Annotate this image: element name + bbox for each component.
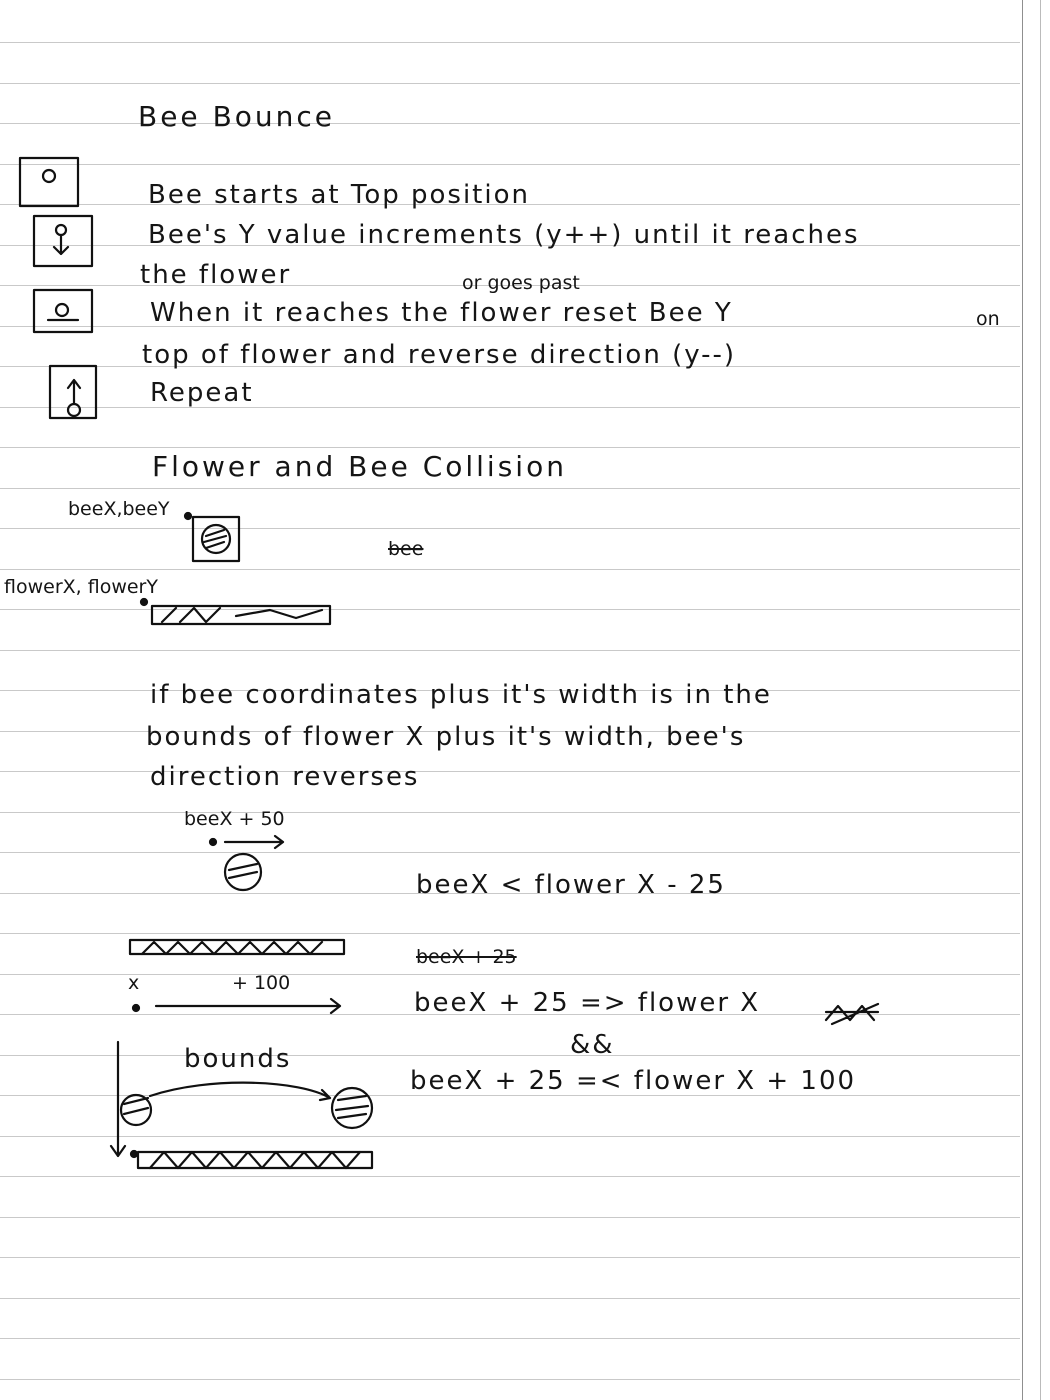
- ruled-line: [0, 852, 1020, 853]
- step-2: Bee's Y value increments (y++) until it reaches: [148, 220, 860, 250]
- bee-stripes: [124, 1098, 148, 1114]
- ruled-line: [0, 650, 1020, 651]
- bounds-label: bounds: [184, 1044, 292, 1074]
- down-arrow-icon: [54, 236, 68, 254]
- bee-offset-sketch: [205, 832, 295, 894]
- ruled-line: [0, 1379, 1020, 1380]
- bee-bounce-storyboard: [18, 150, 103, 435]
- step-3-continued: top of flower and reverse direction (y--): [142, 340, 737, 370]
- bee-falling-icon: [56, 225, 66, 235]
- bee-offset-label: beeX + 50: [184, 808, 285, 830]
- ruled-line: [0, 1338, 1020, 1339]
- explanation-line-1: if bee coordinates plus it's width is in the: [150, 680, 772, 710]
- step-2-insert: or goes past: [462, 272, 580, 294]
- ruled-line: [0, 83, 1020, 84]
- ruled-line: [0, 974, 1020, 975]
- step-3: When it reaches the flower reset Bee Y: [150, 298, 733, 328]
- condition-3: beeX + 25 =< flower X + 100: [410, 1066, 857, 1096]
- flower-coords-label: flowerX, flowerY: [4, 576, 158, 598]
- page-edge-line: [1040, 0, 1041, 1400]
- ruled-line: [0, 164, 1020, 165]
- bee-stripes: [336, 1096, 368, 1118]
- ruled-line: [0, 1257, 1020, 1258]
- flower-hatching: [142, 942, 322, 954]
- flower-width-label: + 100: [232, 972, 291, 994]
- ruled-line: [0, 1298, 1020, 1299]
- ruled-line: [0, 812, 1020, 813]
- ruled-line: [0, 447, 1020, 448]
- storyboard-frame: [34, 216, 92, 266]
- explanation-line-3: direction reverses: [150, 762, 420, 792]
- step-3-insert: on: [976, 308, 1000, 330]
- origin-dot: [141, 599, 147, 605]
- right-arrow-icon: [225, 836, 283, 848]
- ruled-line: [0, 488, 1020, 489]
- bee-coords-label: beeX,beeY: [68, 498, 170, 520]
- flower-sketch: [130, 1146, 380, 1174]
- arc-arrow: [150, 1083, 330, 1100]
- condition-2: beeX + 25 => flower X: [414, 988, 761, 1018]
- page-edge-line: [1022, 0, 1023, 1400]
- flower-hatching: [150, 1152, 360, 1168]
- flower-sketch: [140, 596, 345, 636]
- flower-width-sketch: [128, 996, 353, 1020]
- step-4: Repeat: [150, 378, 254, 408]
- down-arrow-icon: [111, 1042, 125, 1156]
- flower-hatching: [162, 608, 322, 622]
- ruled-line: [0, 528, 1020, 529]
- scribble-mark: [826, 1004, 878, 1024]
- bee-stripes: [204, 530, 226, 548]
- flower-sketch: [128, 936, 353, 958]
- page-title: Bee Bounce: [138, 100, 336, 133]
- origin-dot: [185, 513, 191, 519]
- bee-on-flower-icon: [56, 304, 68, 316]
- ruled-line: [0, 933, 1020, 934]
- step-2-continued: the flower: [140, 260, 292, 290]
- ruled-line: [0, 569, 1020, 570]
- right-arrow-icon: [156, 999, 340, 1013]
- ruled-line: [0, 1176, 1020, 1177]
- ruled-line: [0, 1217, 1020, 1218]
- bee-label: bee: [388, 538, 424, 560]
- explanation-line-2: bounds of flower X plus it's width, bee's: [146, 722, 746, 752]
- bee-rising-icon: [68, 404, 80, 416]
- bee-stripes: [229, 864, 257, 878]
- origin-dot: [133, 1005, 139, 1011]
- up-arrow-icon: [68, 380, 80, 404]
- bee-sketch: [180, 510, 250, 570]
- flower-x-mark: x: [128, 972, 140, 994]
- bee-top-icon: [43, 170, 55, 182]
- condition-1: beeX < flower X - 25: [416, 870, 726, 900]
- storyboard-frame: [34, 290, 92, 332]
- origin-dot: [210, 839, 216, 845]
- and-operator: &&: [570, 1030, 615, 1060]
- step-1: Bee starts at Top position: [148, 180, 530, 210]
- crossed-out-expression: beeX + 25: [416, 946, 517, 968]
- ruled-line: [0, 42, 1020, 43]
- scribble-mark: [822, 1000, 884, 1028]
- section-heading: Flower and Bee Collision: [152, 450, 567, 483]
